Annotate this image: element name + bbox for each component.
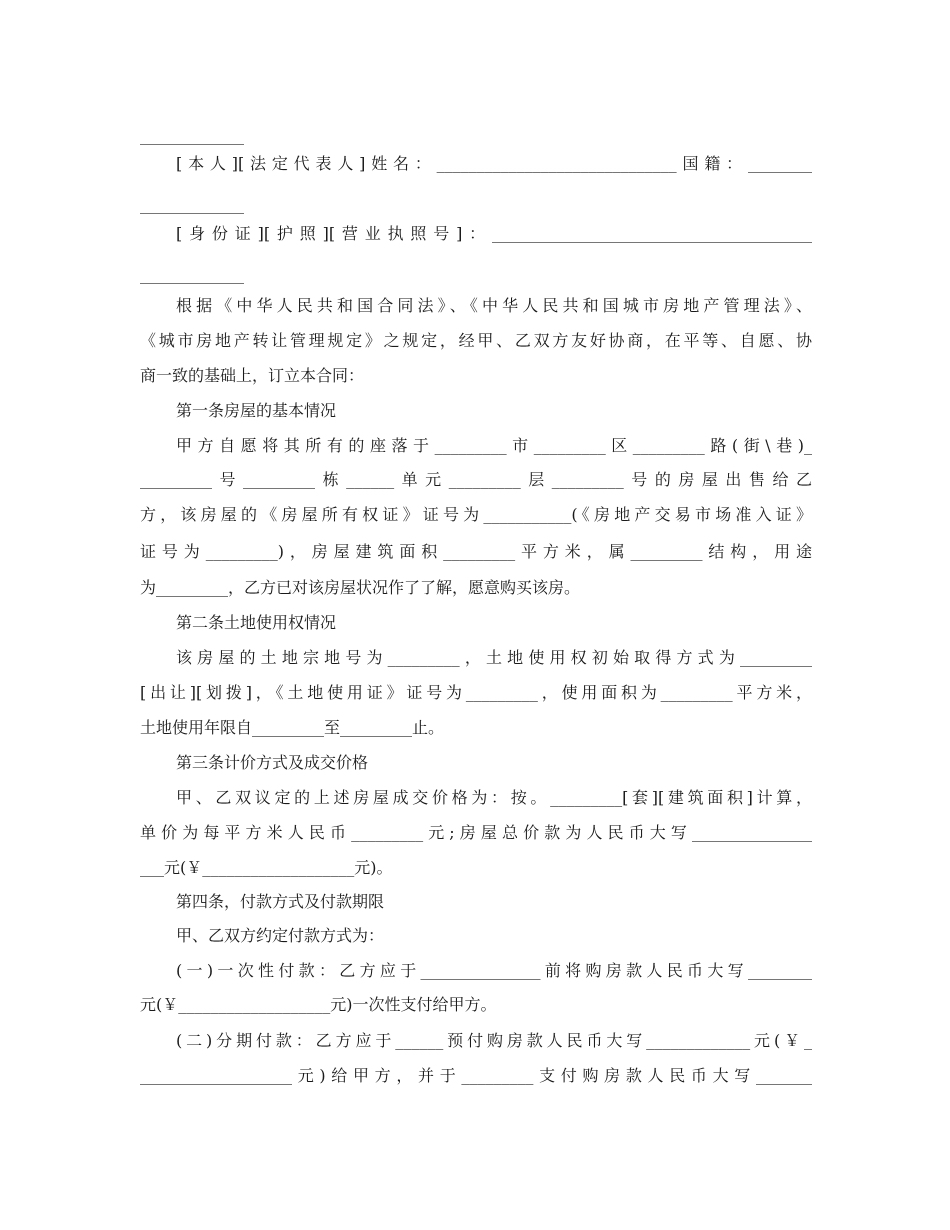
text-line-22: ___元(￥___________________元)。: [140, 858, 393, 877]
text-line-16: 该房屋的土地宗地号为_________，土地使用权初始取得方式为_________: [176, 648, 812, 667]
text-line-9: 第一条房屋的基本情况: [176, 401, 337, 420]
text-line-11: _________号_________栋______单元_________层_________号的房屋出售给乙: [140, 470, 812, 489]
text-line-17: [出让][划拨]，《土地使用证》证号为_________，使用面积为_________平方米，: [140, 683, 812, 702]
text-line-13: 证号为_________)，房屋建筑面积_________平方米，属_________结构，用途: [140, 542, 812, 561]
text-line-4: [身份证][护照][营业执照号]：________________________________________: [176, 224, 812, 243]
text-line-14: 为_________，乙方已对该房屋状况作了了解，愿意购买该房。: [140, 578, 581, 597]
text-line-27: (二)分期付款：乙方应于______预付购房款人民币大写_____________元(￥_: [176, 1031, 812, 1050]
text-line-7: 《城市房地产转让管理规定》之规定，经甲、乙双方友好协商，在平等、自愿、协: [140, 331, 812, 350]
text-line-25: (一)一次性付款：乙方应于_______________前将购房款人民币大写________: [176, 961, 812, 980]
text-line-28: ___________________元)给甲方，并于_________支付购房款人民币大写_______: [140, 1066, 812, 1085]
text-line-12: 方，该房屋的《房屋所有权证》证号为___________(《房地产交易市场准入证》: [140, 505, 812, 524]
text-line-6: 根据《中华人民共和国合同法》、《中华人民共和国城市房地产管理法》、: [176, 296, 812, 315]
text-line-10: 甲方自愿将其所有的座落于_________市_________区_________路(街\巷)_: [176, 436, 812, 455]
text-line-23: 第四条，付款方式及付款期限: [176, 892, 385, 911]
text-line-26: 元(￥___________________元)一次性支付给甲方。: [140, 995, 497, 1014]
text-line-2: [本人][法定代表人]姓名：______________________________国籍：________: [176, 154, 812, 173]
text-line-18: 土地使用年限自_________至_________止。: [140, 718, 445, 737]
text-line-19: 第三条计价方式及成交价格: [176, 753, 369, 772]
text-line-8: 商一致的基础上，订立本合同：: [140, 366, 365, 385]
text-line-5: _____________: [140, 265, 244, 284]
text-line-3: _____________: [140, 195, 244, 214]
text-line-24: 甲、乙双方约定付款方式为：: [176, 926, 385, 945]
text-line-1: _____________: [140, 126, 244, 145]
text-line-15: 第二条土地使用权情况: [176, 613, 337, 632]
text-line-21: 单价为每平方米人民币_________元;房屋总价款为人民币大写_______________: [140, 823, 812, 842]
text-line-20: 甲、乙双议定的上述房屋成交价格为：按。_________[套][建筑面积]计算，: [176, 788, 812, 807]
